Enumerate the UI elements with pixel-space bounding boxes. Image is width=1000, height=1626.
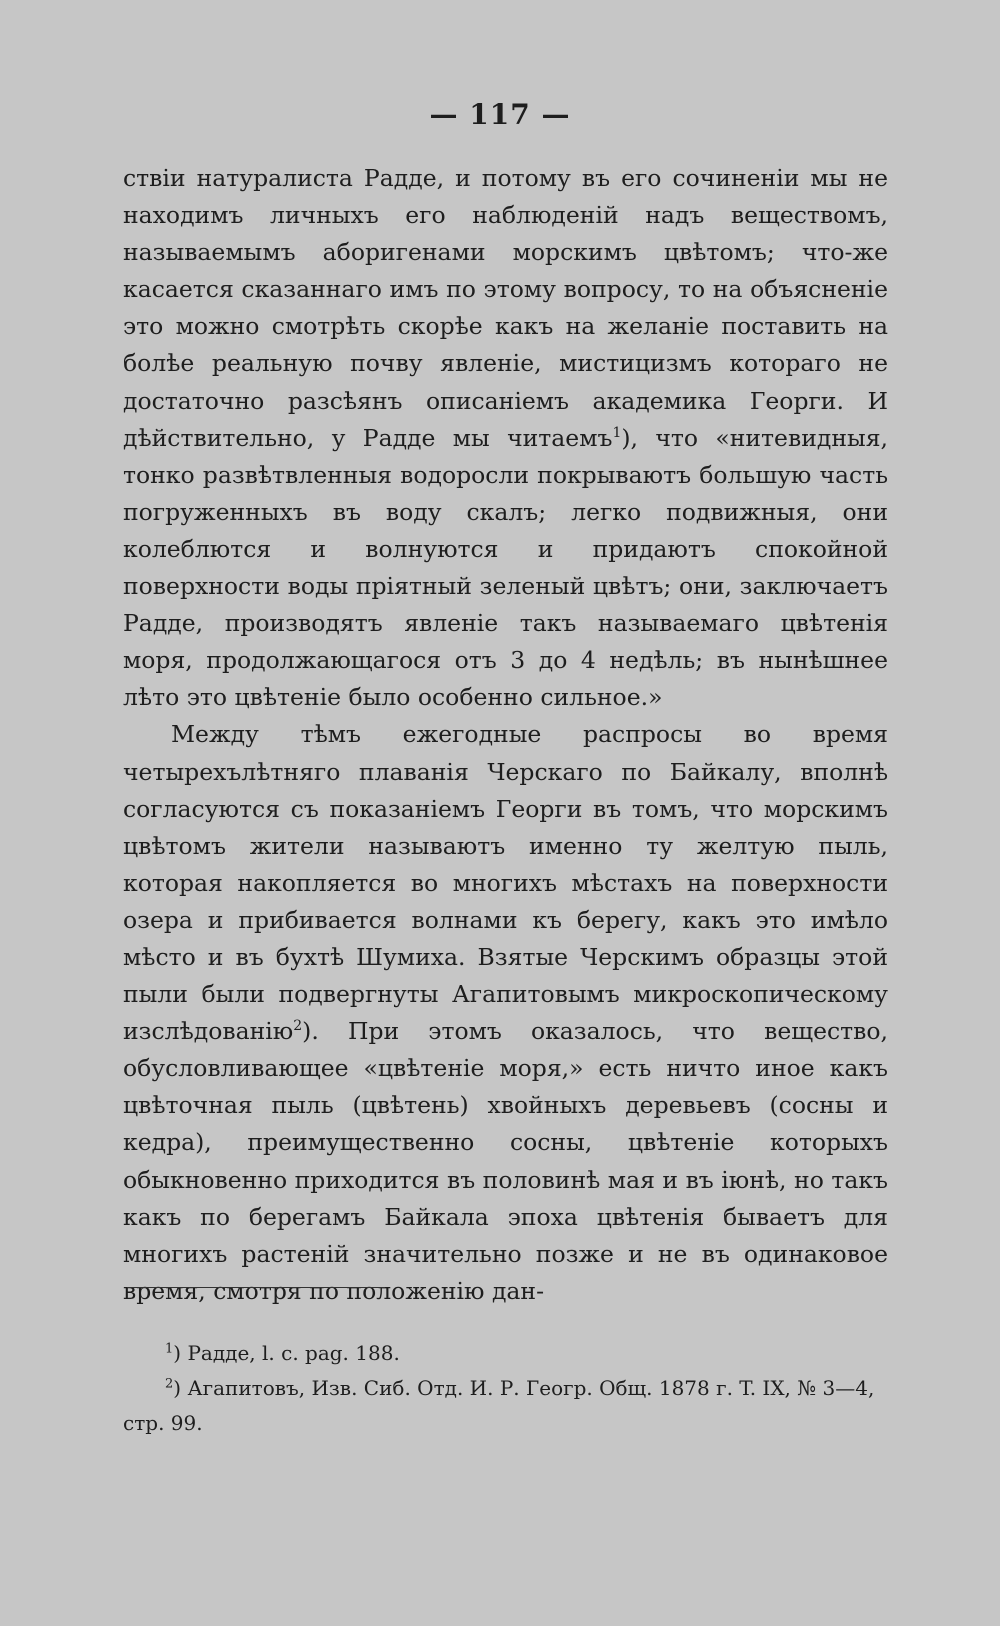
page-number: — 117 — [429,98,571,131]
footnote-1-text: ) Радде, l. c. pag. 188. [173,1341,400,1365]
body-text [123,160,888,1310]
footnote-2-mark: 2 [165,1376,174,1392]
paragraph-1-text-a: ствіи натуралиста Радде, и потому въ его сочиненіи мы не находимъ личныхъ его наблюденій надъ веществомъ, называемымъ аборигенами морскимъ цвѣтомъ; что-же касается сказаннаго имъ по этому вопросу, то на объясненіе это можно смотрѣть скорѣе какъ на желаніе поставить на болѣе реальную почву явленіе, мистицизмъ котораго не достаточно разсѣянъ описаніемъ академика Георги. И дѣйствительно, у Радде мы читаемъ [123,164,888,452]
footnote-reference-1: 1 [612,424,622,441]
footnote-divider [127,1287,385,1288]
paragraph-2-text-a: Между тѣмъ ежегодные распросы во время четырехълѣтняго плаванія Черскаго по Байкалу, вполнѣ согласуются съ показаніемъ Георги въ томъ, что морскимъ цвѣтомъ жители называютъ именно ту желтую пыль, которая накопляется во многихъ мѣстахъ на поверхности озера и прибивается волнами къ берегу, какъ это имѣло мѣсто и въ бухтѣ Шумиха. Взятые Черскимъ образцы этой пыли были подвергнуты Агапитовымъ микроскопическому изслѣдованію [123,720,888,1046]
paragraph-1-text-b: ), что «нитевидныя, тонко развѣтвленныя водоросли покрываютъ большую часть погруженныхъ въ воду скалъ; легко подвижныя, они колеблются и волнуются и придаютъ спокойной поверхности воды пріятный зеленый цвѣтъ; они, заключаетъ Радде, производятъ явленіе такъ называемаго цвѣтенія моря, продолжающагося отъ 3 до 4 недѣль; въ нынѣшнее лѣто это цвѣтеніе было особенно сильное.» [123,423,888,712]
footnote-2 [123,1371,893,1441]
paragraph-2-text-b: ). При этомъ оказалось, что вещество, обусловливающее «цвѣтеніе моря,» есть ничто иное какъ цвѣточная пыль (цвѣтень) хвойныхъ деревьевъ (сосны и кедра), преимущественно сосны, цвѣтеніе которыхъ обыкновенно приходится въ половинѣ мая и въ іюнѣ, но такъ какъ по берегамъ Байкала эпоха цвѣтенія бываетъ для многихъ растеній значительно позже и не въ одинаковое время, смотря по положенію дан- [123,1017,888,1305]
footnotes [123,1336,893,1441]
footnote-1 [123,1336,893,1371]
footnote-reference-2: 2 [293,1018,303,1035]
footnote-2-text: ) Агапитовъ, Изв. Сиб. Отд. И. Р. Геогр. Общ. 1878 г. T. IX, № 3—4, стр. 99. [123,1376,875,1435]
footnote-1-mark: 1 [165,1341,174,1357]
paragraph-2 [123,716,888,1310]
paragraph-1 [123,160,888,716]
